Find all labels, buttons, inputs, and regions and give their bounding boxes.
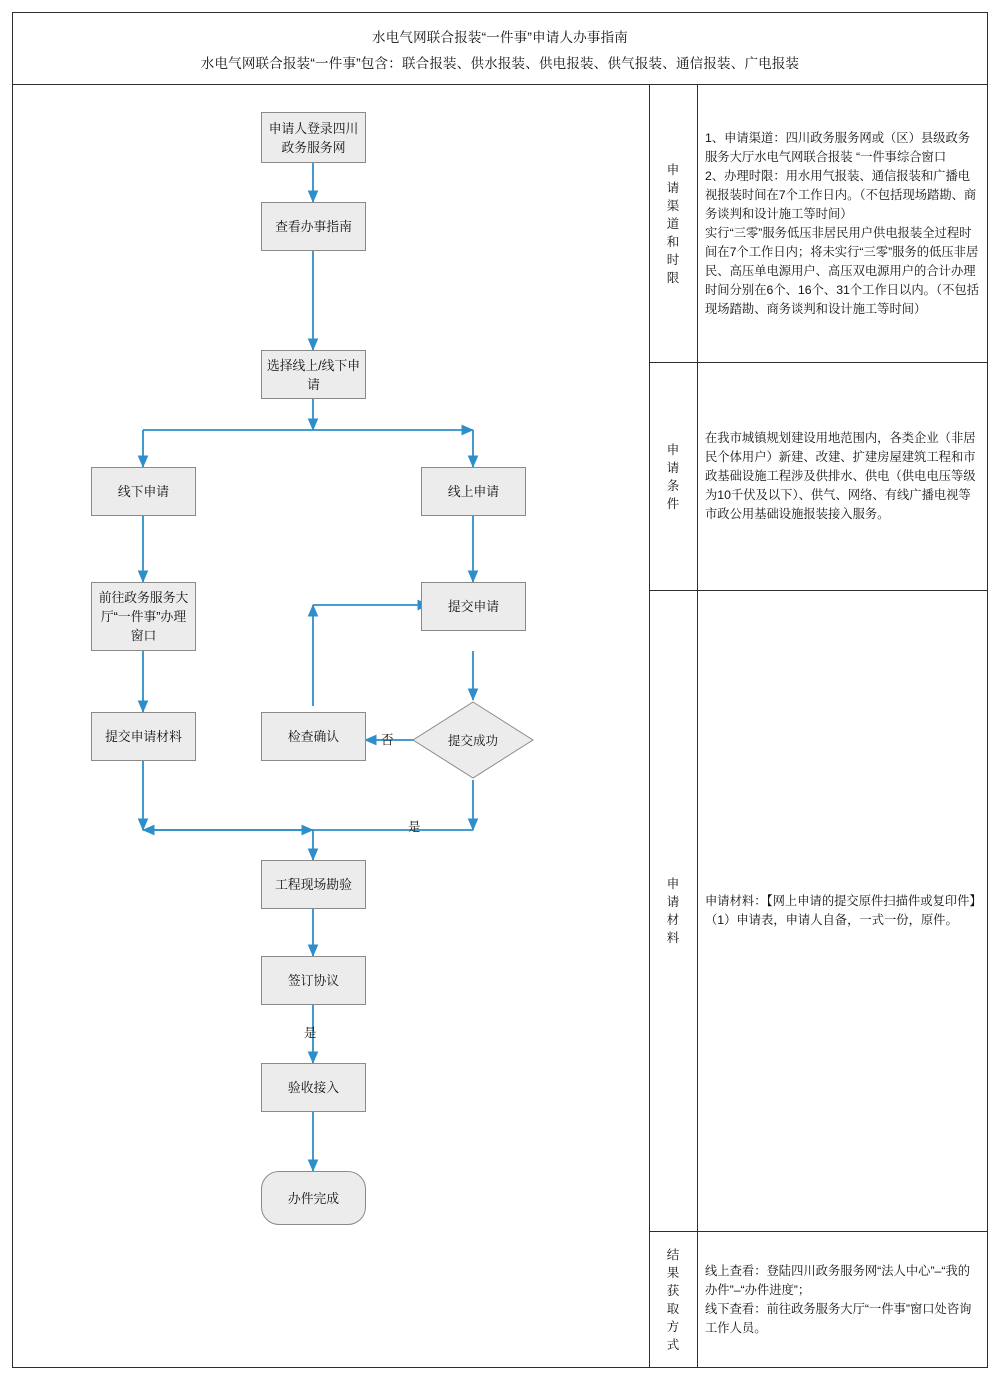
decision-submit-success-label: 提交成功: [447, 734, 498, 748]
edge-label-yes-1: 是: [408, 820, 421, 834]
node-done: [261, 1171, 366, 1225]
page-title: 水电气网联合报装“一件事”申请人办事指南: [372, 29, 628, 45]
node-choose-channel-label: 选择线上/线下申请: [266, 357, 361, 392]
info-paragraph: 2、办理时限：用水用气报装、通信报装和广播电视报装时间在7个工作日内。（不包括现场踏勘、商务谈判和设计施工等时间）: [705, 168, 977, 221]
node-offline-apply: [91, 467, 196, 516]
info-text-result: [697, 1232, 987, 1367]
node-go-to-hall-label: 前往政务服务大厅“一件事”办理窗口: [98, 590, 189, 643]
edge-label-no: 否: [381, 733, 394, 747]
info-paragraph: 实行“三零”服务低压非居民用户供电报装全过程时间在7个工作日内；将未实行“三零”服务的低压非居民、高压单电源用户、高压双电源用户的合计办理时间分别在6个、16个、31个工作日以内。（不包括现场踏勘、商务谈判和设计施工等时间）: [705, 225, 979, 316]
flowchart: [13, 85, 649, 1367]
info-label-materials: 申 请 材 料: [666, 877, 680, 945]
node-check-confirm-label: 检查确认: [287, 729, 340, 744]
node-site-survey-label: 工程现场勘验: [275, 877, 352, 892]
node-acceptance-connect-label: 验收接入: [287, 1080, 340, 1095]
node-view-guide-label: 查看办事指南: [275, 219, 352, 234]
node-online-apply-label: 线上申请: [447, 484, 500, 499]
info-paragraph: 线上查看：登陆四川政务服务网“法人中心”–“我的办件”–“办件进度”；: [705, 1263, 971, 1297]
node-submit-application: [421, 582, 526, 631]
node-online-apply: [421, 467, 526, 516]
info-text-conditions: [697, 363, 987, 590]
edge-label-yes-2: 是: [304, 1026, 317, 1040]
node-sign-agreement: [261, 956, 366, 1005]
info-row-materials: [649, 591, 987, 1232]
node-submit-materials: [91, 712, 196, 761]
node-choose-channel: [261, 350, 366, 399]
info-paragraph: 在我市城镇规划建设用地范围内，各类企业（非居民个体用户）新建、改建、扩建房屋建筑工程和市政基础设施工程涉及供排水、供电（供电电压等级为10千伏及以下）、供气、网络、有线广播电视等市政公用基础设施报装接入服务。: [705, 431, 976, 521]
node-login: [261, 112, 366, 163]
info-paragraph: 1、申请渠道：四川政务服务网或（区）县级政务服务大厅水电气网联合报装 “一件事综合窗口: [705, 130, 971, 164]
info-paragraph: 申请材料：【网上申请的提交原件扫描件或复印件】: [705, 894, 982, 908]
document-header: [13, 13, 987, 85]
info-row-channel: [649, 85, 987, 363]
info-label-conditions: 申 请 条 件: [666, 442, 680, 511]
node-go-to-hall: [91, 582, 196, 651]
info-text-materials: [697, 591, 987, 1231]
info-row-result: [649, 1232, 987, 1367]
info-label-channel: 申 请 渠 道 和 时 限: [666, 162, 680, 285]
node-acceptance-connect: [261, 1063, 366, 1112]
node-login-label: 申请人登录四川政务服务网: [268, 120, 359, 155]
page-subtitle: 水电气网联合报装“一件事”包含：联合报装、供水报装、供电报装、供气报装、通信报装、广电报装: [200, 55, 800, 71]
info-label-result: 结 果 获 取 方 式: [666, 1247, 680, 1352]
info-row-conditions: [649, 363, 987, 591]
node-view-guide: [261, 202, 366, 251]
node-submit-application-label: 提交申请: [447, 599, 500, 614]
info-text-channel: [697, 85, 987, 362]
info-paragraph: 线下查看：前往政务服务大厅“一件事”窗口处咨询工作人员。: [705, 1301, 972, 1335]
info-paragraph: （1）申请表，申请人自备，一式一份，原件。: [705, 913, 958, 927]
node-check-confirm: [261, 712, 366, 761]
node-offline-apply-label: 线下申请: [117, 484, 170, 499]
decision-submit-success: [411, 700, 535, 780]
node-done-label: 办件完成: [287, 1190, 340, 1206]
body-area: [13, 85, 987, 1367]
node-site-survey: [261, 860, 366, 909]
node-sign-agreement-label: 签订协议: [287, 973, 340, 988]
node-submit-materials-label: 提交申请材料: [105, 729, 182, 744]
